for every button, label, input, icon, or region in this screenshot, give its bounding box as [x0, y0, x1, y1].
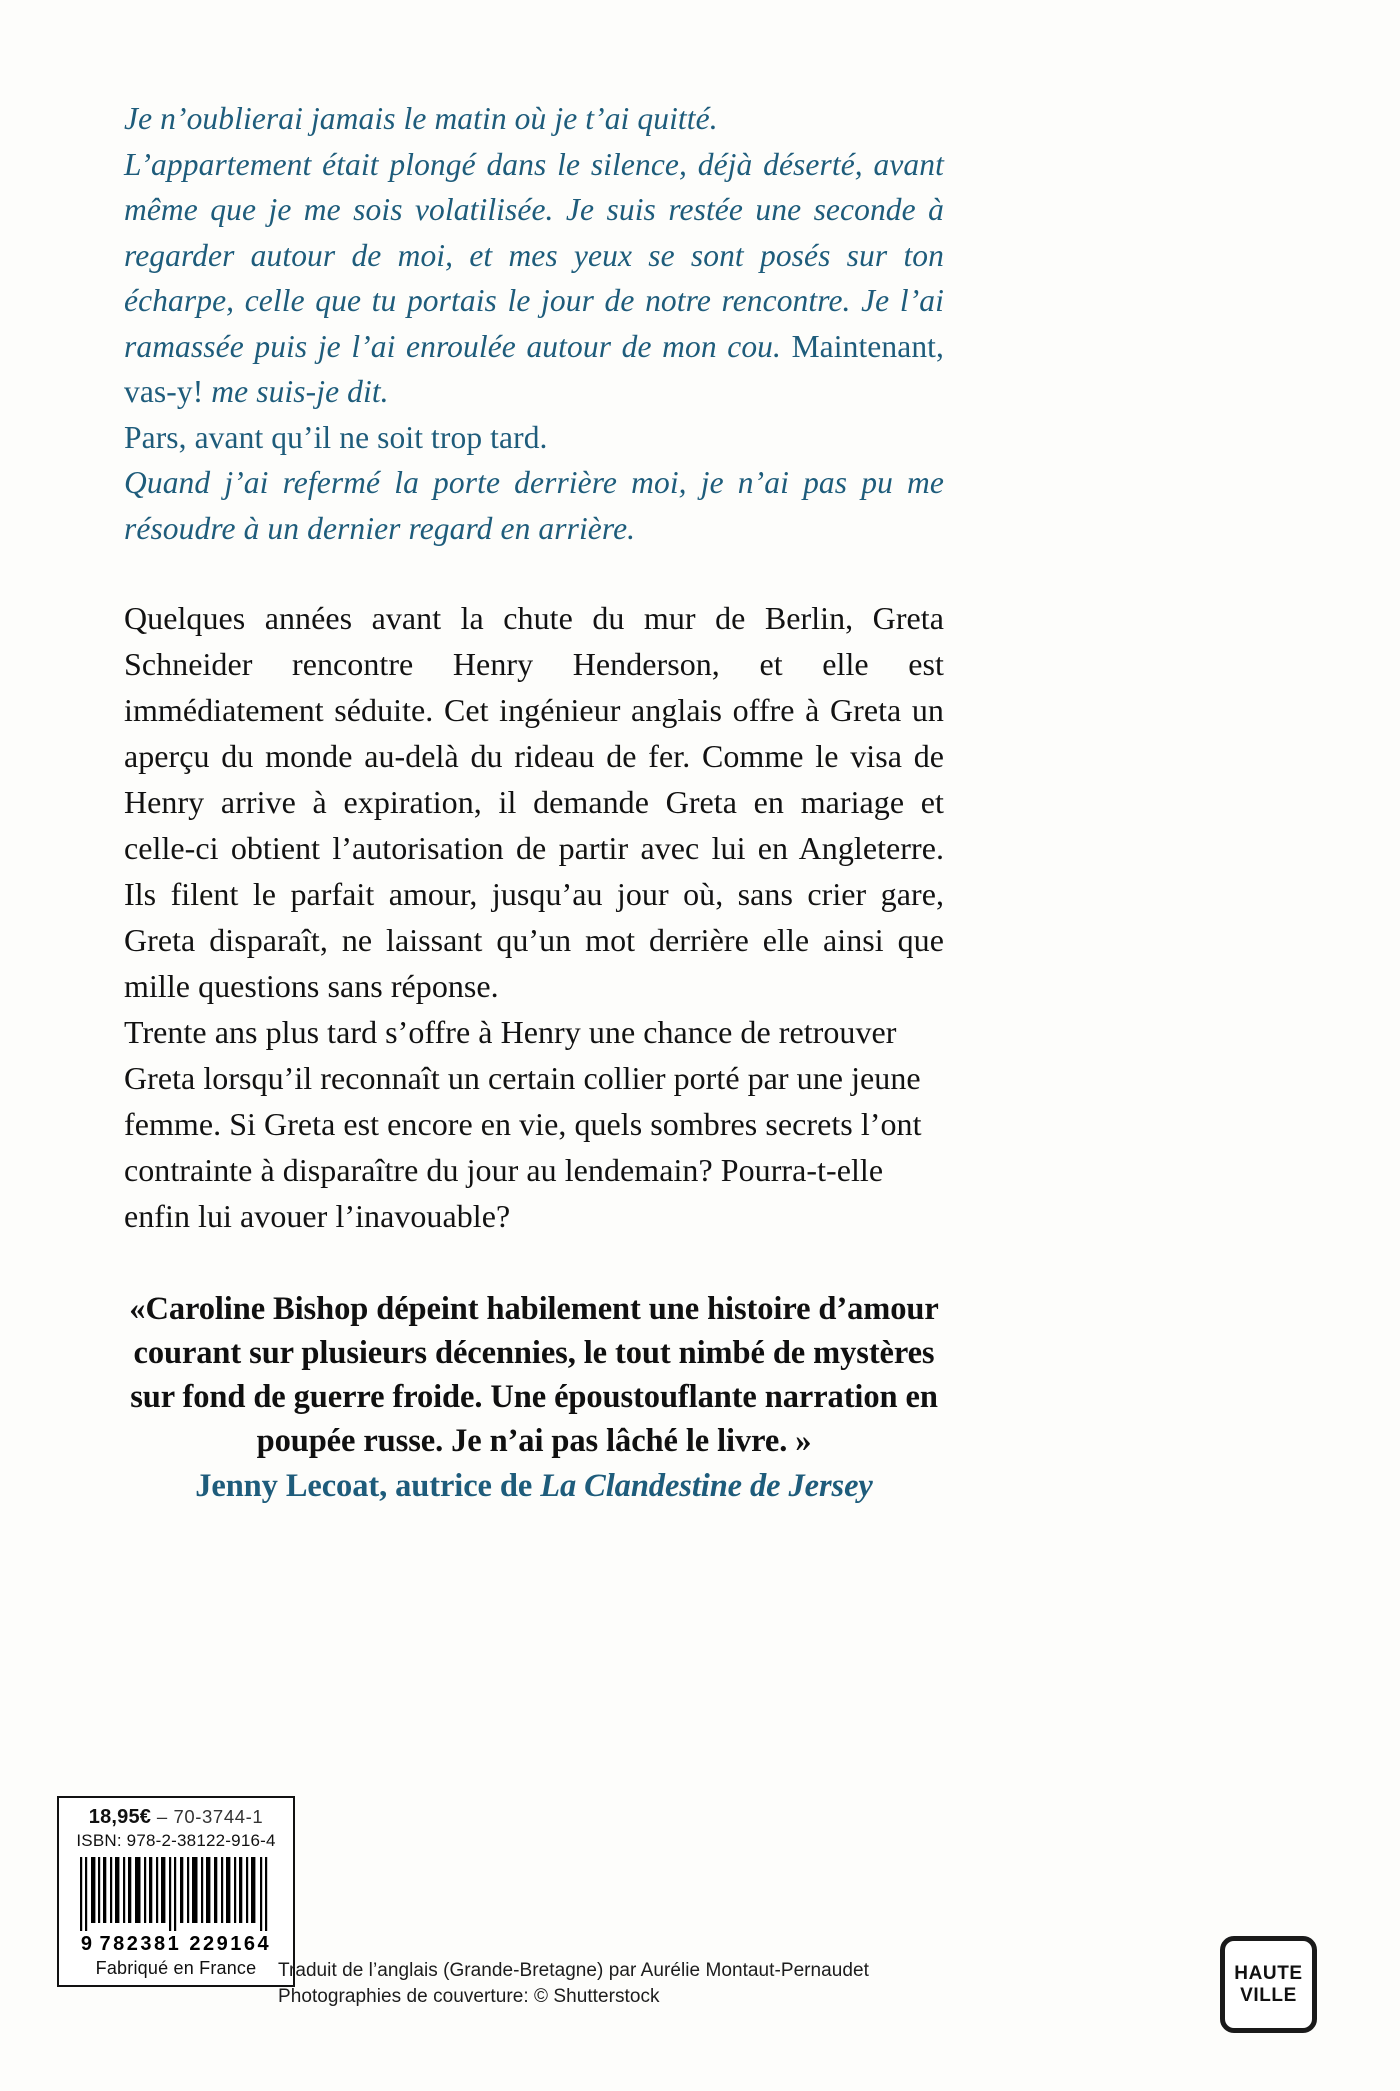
epigraph-italic-a: L’appartement était plongé dans le silence, déjà déserté, avant même que je me sois volatilisée. Je suis restée une seconde à regarder autour de moi, et mes yeux se sont posés sur ton écharpe, celle que tu portais le jour de notre rencontre. Je l’ai ramassée puis je l’ai enroulée autour de mon cou. [124, 146, 944, 364]
credits-block [278, 1958, 869, 2010]
price-value: 18,95€ [88, 1806, 152, 1828]
epigraph-line-1: Je n’oublierai jamais le matin où je t’ai quitté. [124, 101, 718, 136]
publisher-name-line-1: HAUTE [1234, 1962, 1303, 1984]
synopsis-paragraph-1: Quelques années avant la chute du mur de Berlin, Greta Schneider rencontre Henry Henderson, et elle est immédiatement séduite. Cet ingénieur anglais offre à Greta un aperçu du monde au-delà du rideau de fer. Comme le visa de Henry arrive à expiration, il demande Greta en mariage et celle-ci obtient l’autorisation de partir avec lui en Angleterre. Ils filent le parfait amour, jusqu’au jour où, sans crier gare, Greta disparaît, ne laissant qu’un mot derrière elle ainsi que mille questions sans réponse. [124, 600, 944, 1004]
barcode-left-group: 782381 [99, 1933, 182, 1955]
barcode-image [72, 1857, 280, 1931]
barcode-lead-digit: 9 [80, 1933, 95, 1955]
price-barcode-box [57, 1796, 295, 1987]
epigraph-roman-line-3: Pars, avant qu’il ne soit trop tard. [124, 419, 548, 455]
epigraph-paragraph-2 [124, 142, 944, 415]
price-separator: – [151, 1806, 174, 1827]
epigraph-line-4: Quand j’ai refermé la porte derrière moi, je n’ai pas pu me résoudre à un dernier regard en arrière. [124, 465, 944, 546]
synopsis-block [124, 595, 944, 1239]
barcode-right-group: 229164 [189, 1933, 272, 1955]
publisher-name-line-2: VILLE [1240, 1984, 1297, 2006]
internal-code: 70-3744-1 [173, 1806, 264, 1827]
epigraph-line-3 [124, 415, 944, 461]
credits-translation: Traduit de l’anglais (Grande-Bretagne) par Aurélie Montaut-Pernaudet [278, 1960, 869, 1981]
publisher-logo [1220, 1936, 1317, 2033]
blurb-attribution-book-title: La Clandestine de Jersey [540, 1468, 873, 1504]
epigraph-italic-b: me suis-je dit. [203, 374, 389, 409]
credits-cover-photos: Photographies de couverture: © Shutterstock [278, 1986, 660, 2007]
blurb-text: «Caroline Bishop dépeint habilement une histoire d’amour courant sur plusieurs décennies, le tout nimbé de mystères sur fond de guerre froide. Une époustouflante narration en poupée russe. Je n’ai pas lâché le livre. » [129, 1291, 939, 1459]
epigraph-roman-exclamation: Maintenant, vas-y! [124, 328, 944, 409]
synopsis-paragraph-2: Trente ans plus tard s’offre à Henry une chance de retrouver Greta lorsqu’il reconnaît un certain collier porté par une jeune femme. Si Greta est encore en vie, quels sombres secrets l’ont contrainte à disparaître du jour au lendemain? Pourra-t-elle enfin lui avouer l’inavouable? [124, 1014, 922, 1234]
text-column [124, 96, 944, 1509]
bottom-bar [0, 1780, 1400, 2091]
made-in-label: Fabriqué en France [95, 1958, 257, 1978]
epigraph-block [124, 96, 944, 551]
isbn-line: ISBN: 978-2-38122-916-4 [76, 1831, 276, 1850]
blurb-attribution [124, 1463, 944, 1509]
barcode-digits [65, 1933, 287, 1956]
blurb-attribution-author: Jenny Lecoat, autrice de [195, 1468, 541, 1504]
blurb-block [124, 1287, 944, 1509]
price-line [65, 1806, 287, 1829]
